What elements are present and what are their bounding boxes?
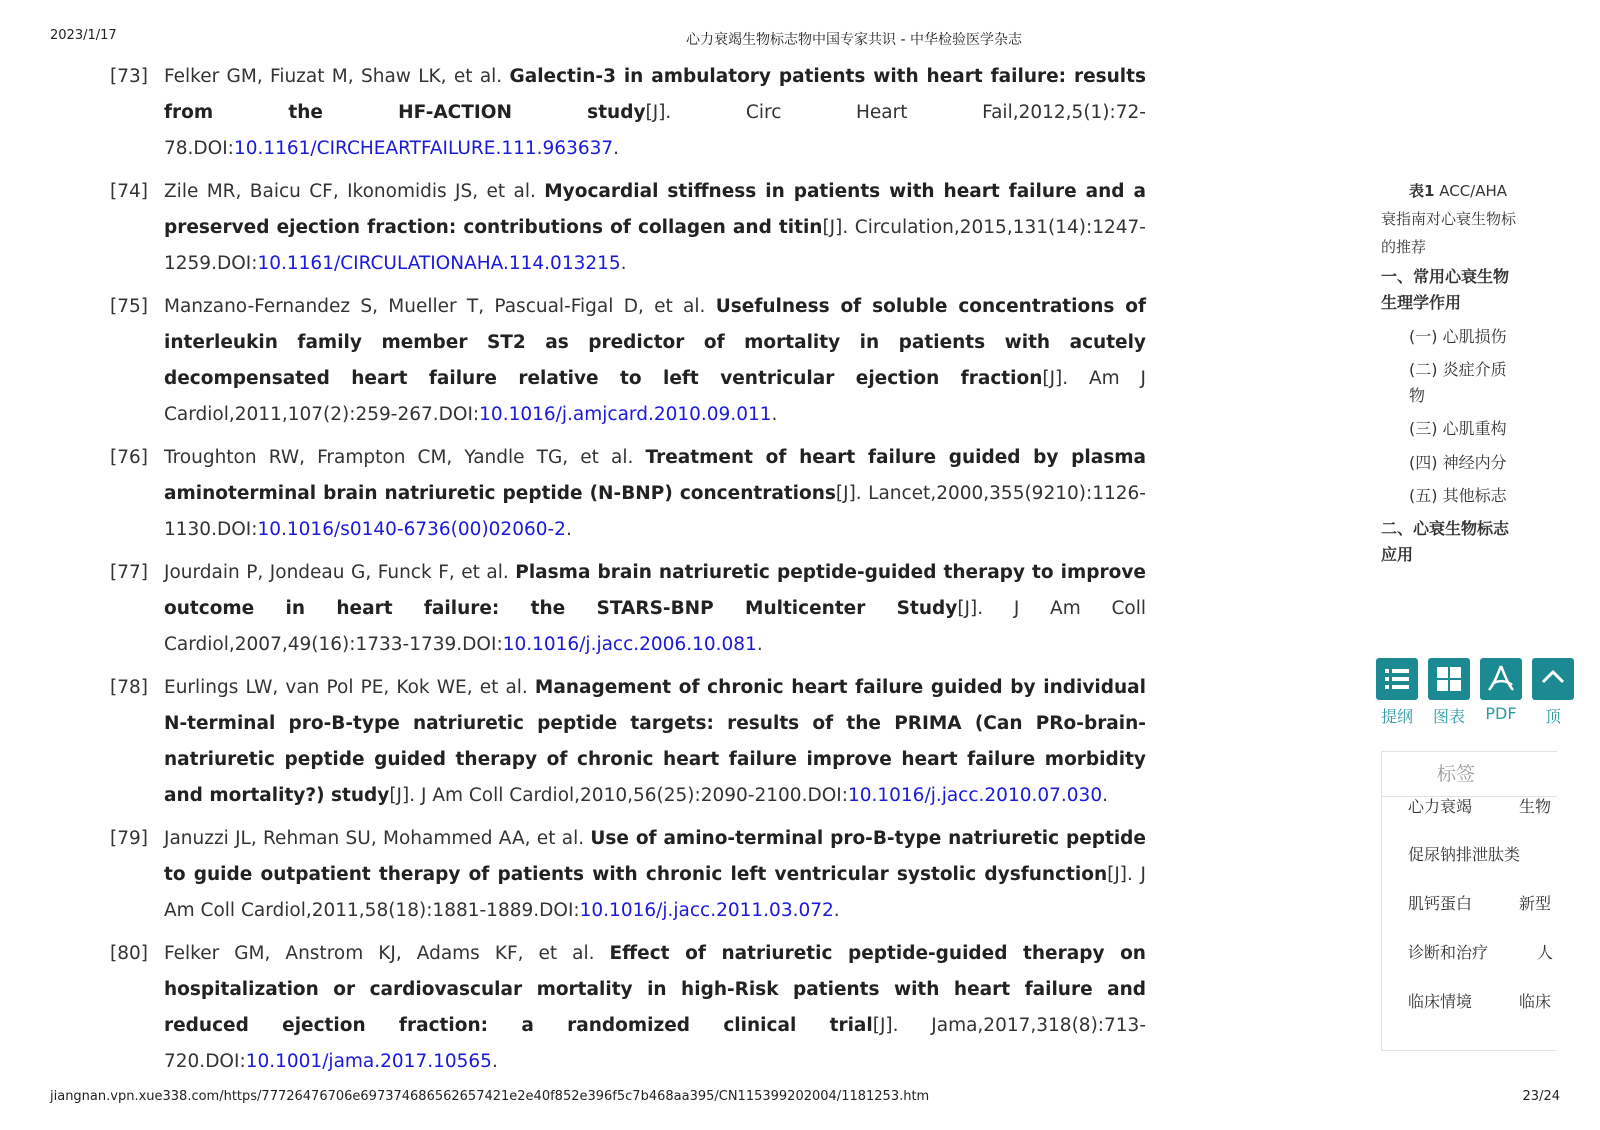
reference-item: [76] Troughton RW, Frampton CM, Yandle TG, et al. Treatment of heart failure guided by plasma aminoterminal brain natriuretic peptide (N-BNP) concentrations[J]. Lancet,2000,355(9210):1126-1130.DOI:10.1016/s0140-6736(00)02060-2. xyxy=(110,440,1146,548)
tag-item[interactable]: 生物 xyxy=(1519,797,1552,816)
outline-item[interactable]: 生理学作用 xyxy=(1381,293,1462,312)
reference-title: Use of amino-terminal pro-B-type natriuretic peptide to guide outpatient therapy of patients with chronic left ventricular systolic dysfunction xyxy=(164,828,1146,885)
toolbar xyxy=(1380,658,1561,728)
reference-source: [J]. Am J Cardiol,2011,107(2):259-267.DOI: xyxy=(164,368,1147,425)
doi-link[interactable]: 10.1016/j.jacc.2006.10.081 xyxy=(502,634,757,655)
page-number: 23/24 xyxy=(1522,1089,1560,1104)
top-icon xyxy=(1532,658,1574,700)
reference-number: [77] xyxy=(110,562,148,583)
doi-link[interactable]: 10.1161/CIRCHEARTFAILURE.111.963637 xyxy=(233,138,614,159)
reference-item: [80] Felker GM, Anstrom KJ, Adams KF, et al. Effect of natriuretic peptide-guided therapy on hospitalization or cardiovascular mortality in high-Risk patients with heart failure and reduced ejection fraction: a randomized clinical trial[J]. Jama,2017,318(8):713-720.DOI:10.1001/jama.2017.10565. xyxy=(110,936,1146,1080)
reference-source: [J]. Jama,2017,318(8):713-720.DOI: xyxy=(164,1015,1147,1072)
outline-item[interactable]: 物 xyxy=(1409,386,1426,405)
reference-title: Plasma brain natriuretic peptide-guided therapy to improve outcome in heart failure: the STARS-BNP Multicenter Study xyxy=(164,562,1146,619)
header-date: 2023/1/17 xyxy=(50,28,117,43)
doi-link[interactable]: 10.1016/j.amjcard.2010.09.011 xyxy=(479,404,772,425)
tool-label: 提纲 xyxy=(1380,707,1413,726)
reference-authors: Jourdain P, Jondeau G, Funck F, et al. xyxy=(164,562,516,583)
pdf-button[interactable] xyxy=(1479,658,1523,723)
reference-title: Management of chronic heart failure guided by individual N-terminal pro-B-type natriuretic peptide targets: results of the PRIMA (Can PRo-brain-natriuretic peptide guided therapy of chronic heart failure improve heart failure morbidity and mortality?) study xyxy=(164,677,1147,806)
reference-authors: Felker GM, Anstrom KJ, Adams KF, et al. xyxy=(164,943,610,964)
tags-panel xyxy=(1381,751,1557,1051)
outline-button[interactable] xyxy=(1375,658,1419,727)
reference-authors: Troughton RW, Frampton CM, Yandle TG, et al. xyxy=(164,447,646,468)
doi-link[interactable]: 10.1016/j.jacc.2011.03.072 xyxy=(579,900,834,921)
reference-title: Galectin-3 in ambulatory patients with heart failure: results from the HF-ACTION study xyxy=(164,66,1146,123)
caption-text: 衰指南对心衰生物标 xyxy=(1381,210,1517,228)
reference-number: [78] xyxy=(110,677,148,698)
outline-item[interactable]: (二) 炎症介质 xyxy=(1409,360,1507,379)
reference-source: [J]. Lancet,2000,355(9210):1126-1130.DOI: xyxy=(164,483,1146,540)
reference-item: [78] Eurlings LW, van Pol PE, Kok WE, et al. Management of chronic heart failure guided by individual N-terminal pro-B-type natriuretic peptide targets: results of the PRIMA (Can PRo-brain-natriuretic peptide guided therapy of chronic heart failure improve heart failure morbidity and mortality?) study[J]. J Am Coll Cardiol,2010,56(25):2090-2100.DOI:10.1016/j.jacc.2010.07.030. xyxy=(110,670,1146,814)
pdf-icon xyxy=(1480,658,1522,700)
reference-list xyxy=(110,59,1146,1087)
reference-item: [77] Jourdain P, Jondeau G, Funck F, et al. Plasma brain natriuretic peptide-guided therapy to improve outcome in heart failure: the STARS-BNP Multicenter Study[J]. J Am Coll Cardiol,2007,49(16):1733-1739.DOI:10.1016/j.jacc.2006.10.081. xyxy=(110,555,1146,663)
reference-number: [79] xyxy=(110,828,148,849)
reference-item: [75] Manzano-Fernandez S, Mueller T, Pascual-Figal D, et al. Usefulness of soluble concentrations of interleukin family member ST2 as predictor of mortality in patients with acutely decompensated heart failure relative to left ventricular ejection fraction[J]. Am J Cardiol,2011,107(2):259-267.DOI:10.1016/j.amjcard.2010.09.011. xyxy=(110,289,1146,433)
reference-title: Effect of natriuretic peptide-guided therapy on hospitalization or cardiovascular mortality in high-Risk patients with heart failure and reduced ejection fraction: a randomized clinical trial xyxy=(164,943,1146,1036)
outline-item[interactable]: (一) 心肌损伤 xyxy=(1409,327,1507,346)
outline-item[interactable]: 二、心衰生物标志 xyxy=(1381,519,1510,538)
reference-source: [J]. J Am Coll Cardiol,2011,58(18):1881-1889.DOI: xyxy=(164,864,1146,921)
tag-item[interactable]: 临床情境 xyxy=(1408,992,1473,1011)
caption-label: 表1 xyxy=(1409,182,1435,200)
doi-link[interactable]: 10.1016/j.jacc.2010.07.030 xyxy=(847,785,1103,806)
caption-text: ACC/AHA xyxy=(1439,182,1508,200)
reference-authors: Eurlings LW, van Pol PE, Kok WE, et al. xyxy=(164,677,535,698)
tag-item[interactable]: 诊断和治疗 xyxy=(1408,943,1489,962)
outline-item[interactable]: 一、常用心衰生物 xyxy=(1381,267,1510,286)
reference-authors: Manzano-Fernandez S, Mueller T, Pascual-Figal D, et al. xyxy=(164,296,716,317)
outline-item[interactable]: 应用 xyxy=(1381,545,1414,564)
doi-link[interactable]: 10.1001/jama.2017.10565 xyxy=(245,1051,492,1072)
reference-number: [76] xyxy=(110,447,148,468)
caption-text: 的推荐 xyxy=(1381,238,1427,256)
reference-authors: Januzzi JL, Rehman SU, Mohammed AA, et al. xyxy=(164,828,591,849)
outline-item[interactable]: (五) 其他标志 xyxy=(1409,486,1507,505)
reference-number: [75] xyxy=(110,296,148,317)
reference-item: [79] Januzzi JL, Rehman SU, Mohammed AA, et al. Use of amino-terminal pro-B-type natriuretic peptide to guide outpatient therapy of patients with chronic left ventricular systolic dysfunction[J]. J Am Coll Cardiol,2011,58(18):1881-1889.DOI:10.1016/j.jacc.2011.03.072. xyxy=(110,821,1146,929)
tags-title: 标签 xyxy=(1382,752,1557,797)
tag-item[interactable]: 促尿钠排泄肽类 xyxy=(1408,845,1521,864)
figures-button[interactable] xyxy=(1427,658,1471,727)
table-caption-link[interactable] xyxy=(1381,177,1559,261)
top-button[interactable] xyxy=(1531,658,1575,727)
outline-item[interactable]: (四) 神经内分 xyxy=(1409,453,1507,472)
reference-source: [J]. J Am Coll Cardiol,2010,56(25):2090-2100.DOI: xyxy=(389,785,848,806)
tool-label: 顶 xyxy=(1544,707,1561,726)
tag-item[interactable]: 临床 xyxy=(1519,992,1552,1011)
footer-url: jiangnan.vpn.xue338.com/https/77726476706e697374686562657421e2e40f852e396f5c7b468aa395/CN115399202004/1181253.htm xyxy=(50,1089,930,1104)
reference-number: [74] xyxy=(110,181,148,202)
reference-title: Usefulness of soluble concentrations of interleukin family member ST2 as predictor of mortality in patients with acutely decompensated heart failure relative to left ventricular ejection fraction xyxy=(164,296,1146,389)
grid-icon xyxy=(1428,658,1470,700)
reference-source: [J]. Circulation,2015,131(14):1247-1259.DOI: xyxy=(164,217,1146,274)
reference-item: [74] Zile MR, Baicu CF, Ikonomidis JS, et al. Myocardial stiffness in patients with heart failure and a preserved ejection fraction: contributions of collagen and titin[J]. Circulation,2015,131(14):1247-1259.DOI:10.1161/CIRCULATIONAHA.114.013215. xyxy=(110,174,1146,282)
tool-label: PDF xyxy=(1485,704,1517,723)
reference-authors: Felker GM, Fiuzat M, Shaw LK, et al. xyxy=(164,66,510,87)
reference-title: Treatment of heart failure guided by plasma aminoterminal brain natriuretic peptide (N-BNP) concentrations xyxy=(164,447,1147,504)
tool-label: 图表 xyxy=(1432,707,1465,726)
reference-title: Myocardial stiffness in patients with heart failure and a preserved ejection fraction: contributions of collagen and titin xyxy=(164,181,1146,238)
reference-authors: Zile MR, Baicu CF, Ikonomidis JS, et al. xyxy=(164,181,545,202)
reference-number: [80] xyxy=(110,943,148,964)
outline-item[interactable]: (三) 心肌重构 xyxy=(1409,419,1507,438)
tag-item[interactable]: 肌钙蛋白 xyxy=(1408,894,1473,913)
doi-link[interactable]: 10.1161/CIRCULATIONAHA.114.013215 xyxy=(257,253,621,274)
header-title: 心力衰竭生物标志物中国专家共识 - 中华检验医学杂志 xyxy=(686,32,1022,48)
doi-link[interactable]: 10.1016/s0140-6736(00)02060-2 xyxy=(257,519,566,540)
tag-item[interactable]: 心力衰竭 xyxy=(1408,797,1473,816)
tag-item[interactable]: 新型 xyxy=(1519,894,1552,913)
list-icon xyxy=(1376,658,1418,700)
reference-source: [J]. J Am Coll Cardiol,2007,49(16):1733-1739.DOI: xyxy=(164,598,1147,655)
reference-item: [73] Felker GM, Fiuzat M, Shaw LK, et al. Galectin-3 in ambulatory patients with heart failure: results from the HF-ACTION study[J]. Circ Heart Fail,2012,5(1):72-78.DOI:10.1161/CIRCHEARTFAILURE.111.963637. xyxy=(110,59,1146,167)
tag-item[interactable]: 人 xyxy=(1537,943,1554,962)
reference-number: [73] xyxy=(110,66,148,87)
reference-source: [J]. Circ Heart Fail,2012,5(1):72-78.DOI: xyxy=(164,102,1146,159)
